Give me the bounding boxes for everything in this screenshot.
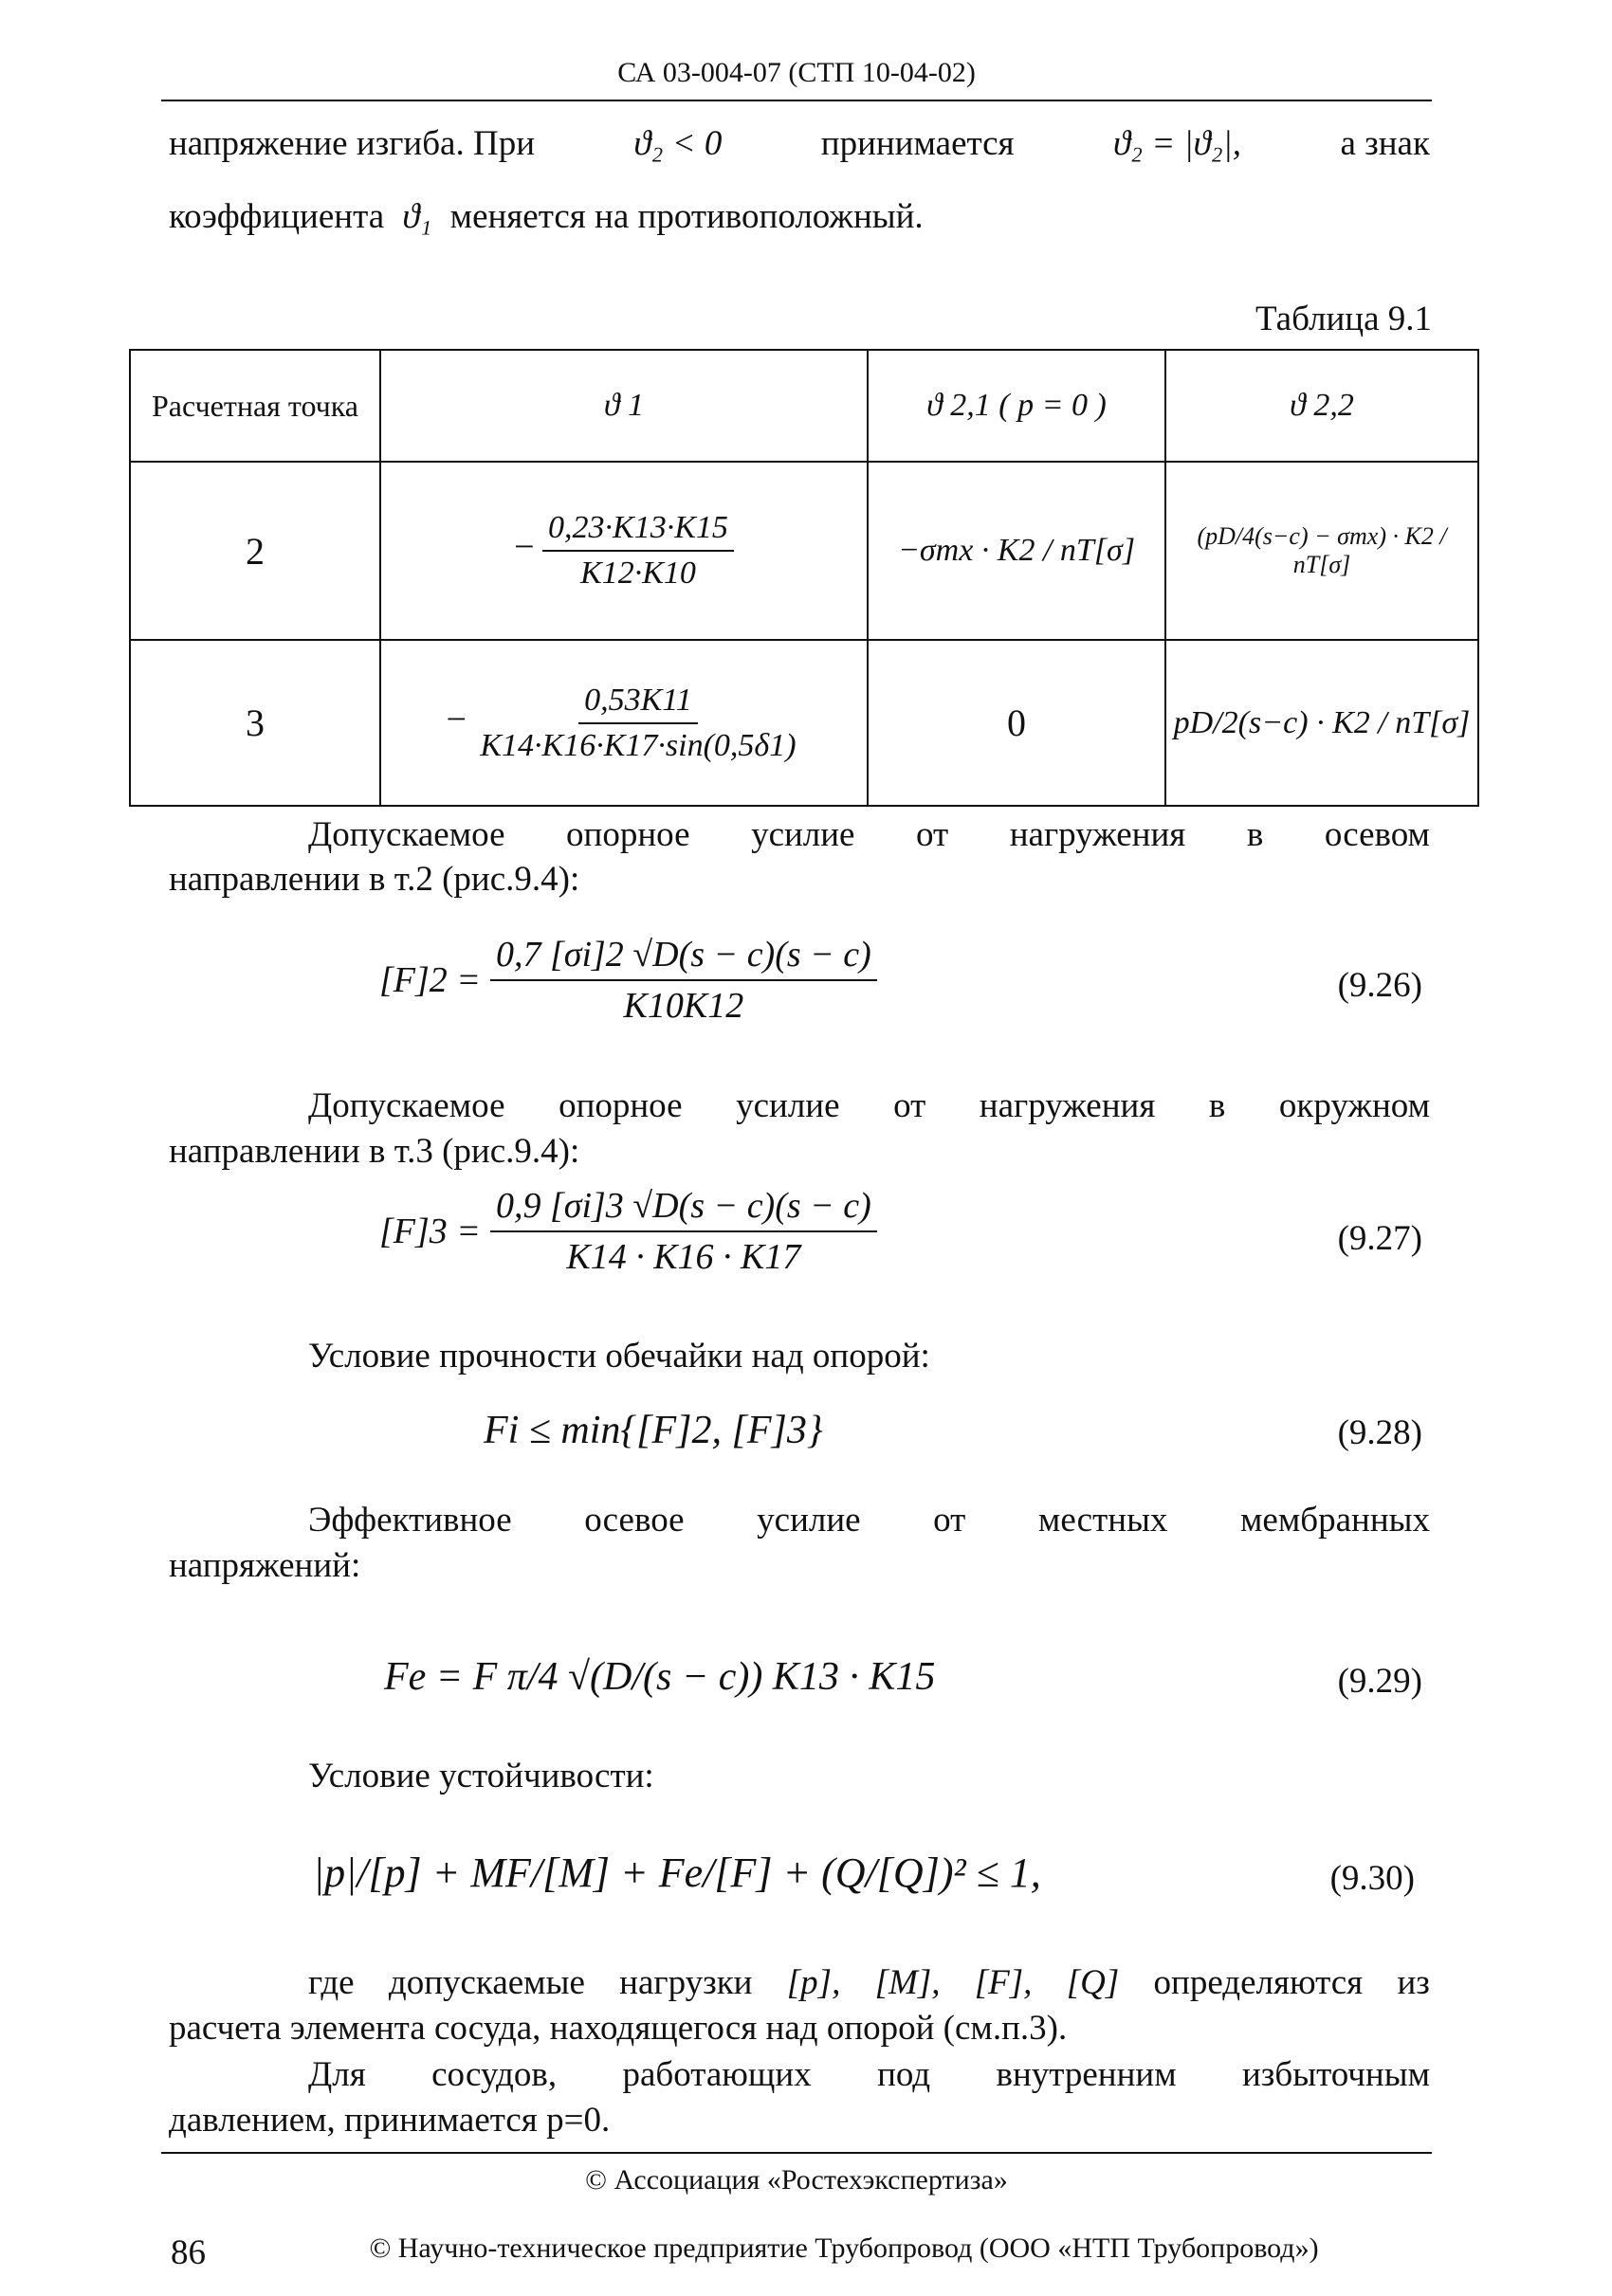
theta22-cell: pD/2(s−c) · K2 / nT[σ] <box>1165 640 1478 806</box>
word: от <box>916 815 949 854</box>
word: от <box>933 1501 966 1540</box>
inline-formula: ϑ₂ = |ϑ₂|, <box>1112 124 1242 163</box>
equation-number: (9.29) <box>1337 1662 1422 1701</box>
paragraph-line: расчета элемента сосуда, находящегося над опорой (см.п.3). <box>169 2009 1068 2048</box>
word: Для <box>308 2055 366 2094</box>
table-caption: Таблица 9.1 <box>1255 300 1432 338</box>
equation-number: (9.26) <box>1337 966 1422 1005</box>
header-cell: ϑ 1 <box>380 350 868 462</box>
word: от <box>893 1086 926 1125</box>
header-cell: Расчетная точка <box>130 350 380 462</box>
paragraph-line <box>308 1498 1430 1543</box>
word: Допускаемое <box>308 815 505 854</box>
theta1-cell: − $\frac{0,53K11}{K14\cdot K16\cdot K17\cdot\sin(0,5\delta 1)}$ <box>380 640 868 806</box>
equation-number: (9.30) <box>1329 1859 1415 1898</box>
intro-text: меняется на противоположный. <box>449 197 924 236</box>
theta21-cell: 0 <box>868 640 1165 806</box>
word: избыточным <box>1241 2055 1430 2094</box>
paragraph-line <box>308 812 1430 858</box>
equation-number: (9.27) <box>1337 1219 1422 1258</box>
word: Допускаемое <box>308 1086 505 1125</box>
intro-line-1 <box>169 121 1430 167</box>
theta1-cell: − $\frac{0,23\cdot K13\cdot K15}{K12\cdot K10}$ <box>380 462 868 640</box>
word: сосудов, <box>431 2055 558 2094</box>
coefficients-table <box>129 349 1479 807</box>
word: нагрузки <box>619 1963 753 2002</box>
word: нагружения <box>979 1086 1156 1125</box>
footer-line: © Ассоциация «Ростехэкспертиза» <box>585 2164 1008 2196</box>
inline-formula: ϑ₁ <box>402 197 432 236</box>
intro-text: принимается <box>820 124 1015 163</box>
word: внутренним <box>996 2055 1177 2094</box>
word: [Q] <box>1066 1963 1120 2002</box>
word: в <box>1208 1086 1226 1125</box>
word: под <box>877 2055 931 2094</box>
point-cell: 3 <box>130 640 380 806</box>
word: работающих <box>622 2055 812 2094</box>
word: окружном <box>1278 1086 1430 1125</box>
equation-9-27 <box>379 1185 877 1278</box>
word: осевом <box>1324 815 1430 854</box>
paragraph-line: Условие прочности обечайки над опорой: <box>308 1337 930 1376</box>
theta21-cell: −σmx · K2 / nT[σ] <box>868 462 1165 640</box>
paragraph-line <box>308 2052 1430 2098</box>
word: [F], <box>974 1963 1033 2002</box>
paragraph-line <box>308 1084 1430 1129</box>
paragraph-line: давлением, принимается p=0. <box>169 2101 611 2140</box>
intro-text: напряжение изгиба. При <box>169 124 535 163</box>
word: Эффективное <box>308 1501 512 1540</box>
intro-line-2 <box>169 194 924 240</box>
equation-number: (9.28) <box>1337 1413 1422 1452</box>
inline-formula: ϑ₂ < 0 <box>633 124 723 163</box>
fraction: $\frac{0,53K11}{K14\cdot K16\cdot K17\cdot\sin(0,5\delta 1)}$ <box>480 682 797 763</box>
intro-text: а знак <box>1340 124 1430 163</box>
paragraph-line: напряжений: <box>169 1546 361 1585</box>
word: осевое <box>584 1501 685 1540</box>
word: усилие <box>736 1086 840 1125</box>
header-cell: ϑ 2,2 <box>1165 350 1478 462</box>
paragraph-line: направлении в т.3 (рис.9.4): <box>169 1132 580 1171</box>
equation-lhs: [F]3 = <box>379 1212 481 1251</box>
word: где <box>308 1963 355 2002</box>
table-header-row <box>130 350 1478 462</box>
word: опорное <box>559 1086 683 1125</box>
paragraph-line <box>308 1960 1430 2006</box>
word: [p], <box>786 1963 841 2002</box>
word: усилие <box>751 815 855 854</box>
paragraph-line: направлении в т.2 (рис.9.4): <box>169 860 580 899</box>
intro-text: коэффициента <box>169 197 385 236</box>
word: из <box>1397 1963 1430 2002</box>
equation-lhs: [F]2 = <box>379 960 481 1000</box>
word: местных <box>1037 1501 1168 1540</box>
header-rule <box>161 100 1432 101</box>
standard-header: СА 03-004-07 (СТП 10-04-02) <box>617 57 976 88</box>
word: усилие <box>757 1501 861 1540</box>
table-row <box>130 462 1478 640</box>
point-cell: 2 <box>130 462 380 640</box>
fraction: $\frac{0,7 [\sigma i]2 √D(s - c)(s - c)}{K10K12}$ <box>490 934 877 1027</box>
header-cell: ϑ 2,1 ( p = 0 ) <box>868 350 1165 462</box>
footer-line: © Научно-техническое предприятие Трубопровод (ООО «НТП Трубопровод») <box>369 2232 1319 2264</box>
equation-9-26 <box>379 934 877 1027</box>
equation-9-28: Fi ≤ min{[F]2, [F]3} <box>484 1409 823 1452</box>
fraction: $\frac{0,9 [\sigma i]3 √D(s - c)(s - c)}{K14 \cdot K16 \cdot K17}$ <box>490 1185 877 1278</box>
word: [M], <box>874 1963 941 2002</box>
footer-rule <box>161 2152 1432 2154</box>
word: опорное <box>566 815 690 854</box>
word: определяются <box>1153 1963 1364 2002</box>
table-row <box>130 640 1478 806</box>
word: допускаемые <box>388 1963 585 2002</box>
fraction: $\frac{0,23\cdot K13\cdot K15}{K12\cdot K10}$ <box>542 510 734 592</box>
equation-9-30: |p|/[p] + MF/[M] + Fe/[F] + (Q/[Q])² ≤ 1, <box>313 1850 1041 1896</box>
paragraph-line: Условие устойчивости: <box>308 1757 654 1795</box>
theta22-cell: (pD/4(s−c) − σmx) · K2 / nT[σ] <box>1165 462 1478 640</box>
page-number: 86 <box>171 2233 206 2272</box>
word: мембранных <box>1240 1501 1430 1540</box>
equation-9-29: Fe = F π/4 √(D/(s − c)) K13 · K15 <box>384 1655 936 1699</box>
word: в <box>1246 815 1264 854</box>
word: нагружения <box>1009 815 1186 854</box>
